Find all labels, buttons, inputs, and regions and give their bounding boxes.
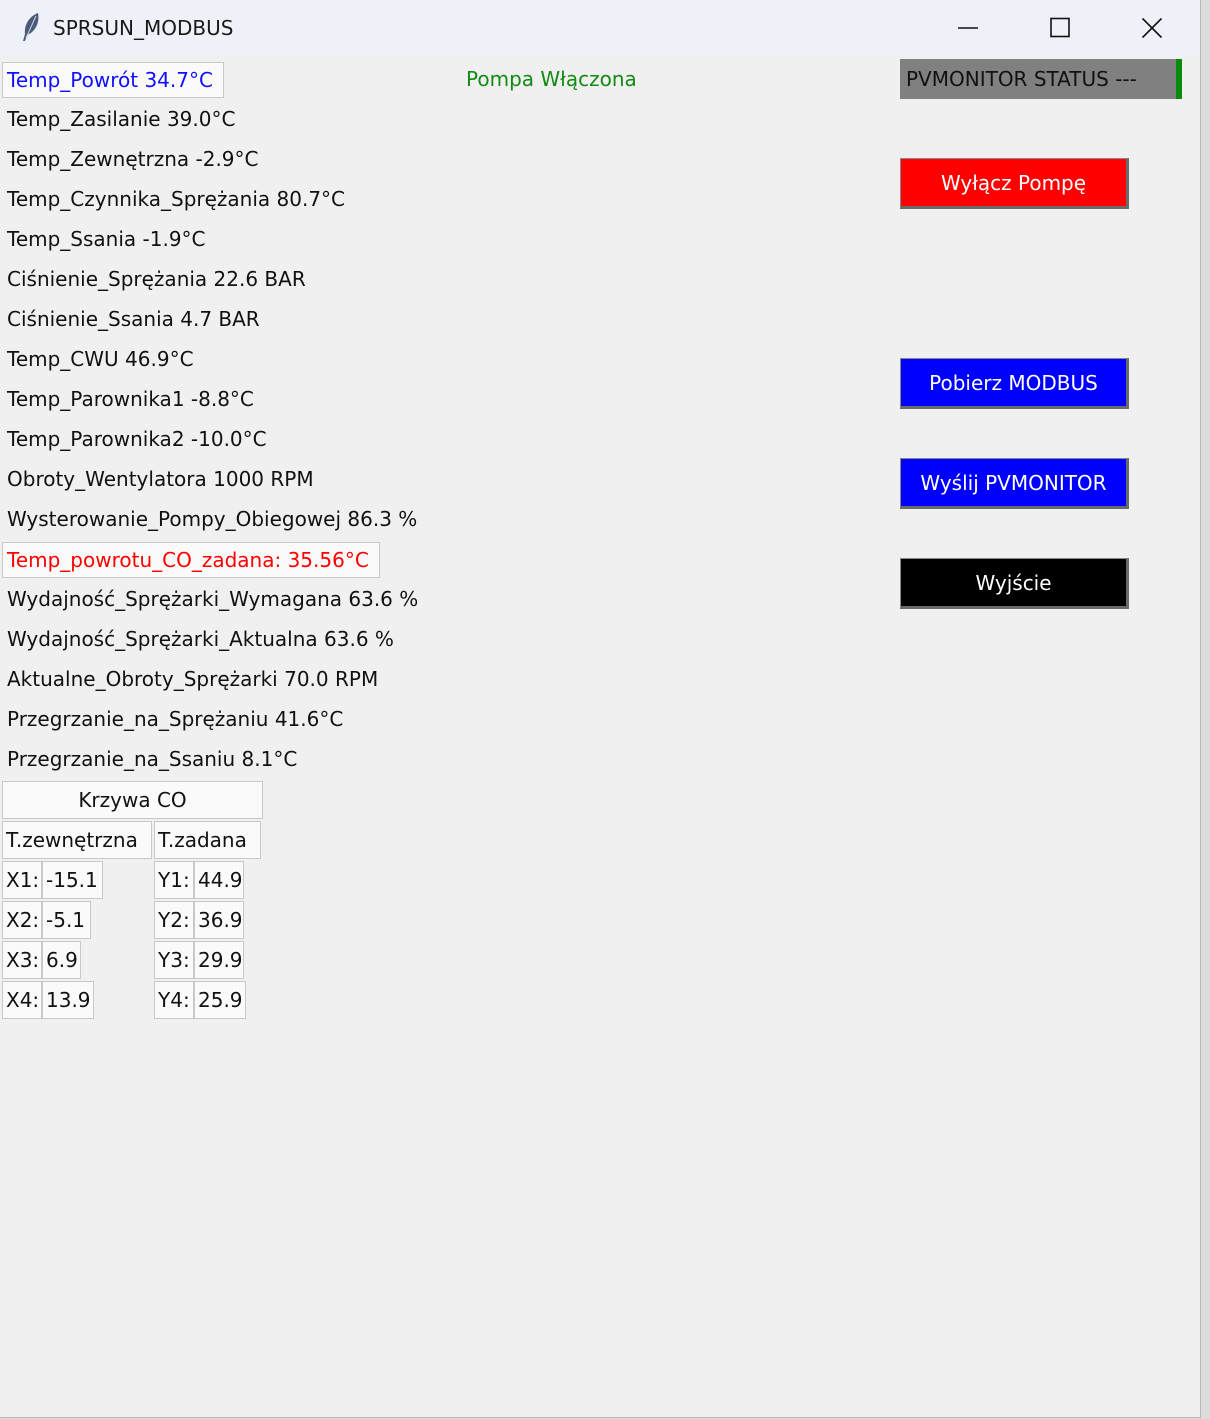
curve-x2-label: X2: bbox=[2, 901, 42, 939]
curve-x3-input[interactable]: 6.9 bbox=[42, 941, 81, 979]
reading-cisnienie-sprezania: Ciśnienie_Sprężania 22.6 BAR bbox=[7, 267, 306, 291]
reading-wysterowanie-pompy: Wysterowanie_Pompy_Obiegowej 86.3 % bbox=[7, 507, 418, 531]
curve-x1-label: X1: bbox=[2, 861, 42, 899]
curve-x1-input[interactable]: -15.1 bbox=[42, 861, 103, 899]
curve-y1-label: Y1: bbox=[154, 861, 194, 899]
curve-y4-label: Y4: bbox=[154, 981, 194, 1019]
curve-x3-label: X3: bbox=[2, 941, 42, 979]
send-pvmonitor-button[interactable]: Wyślij PVMONITOR bbox=[900, 458, 1129, 509]
reading-temp-czynnika: Temp_Czynnika_Sprężania 80.7°C bbox=[7, 187, 346, 211]
get-modbus-button[interactable]: Pobierz MODBUS bbox=[900, 358, 1129, 409]
close-icon bbox=[1141, 17, 1163, 39]
curve-y2-label: Y2: bbox=[154, 901, 194, 939]
curve-y-header: T.zadana bbox=[154, 821, 261, 859]
reading-wydajnosc-wymagana: Wydajność_Sprężarki_Wymagana 63.6 % bbox=[7, 587, 419, 611]
reading-temp-powrotu-zadana: Temp_powrotu_CO_zadana: 35.56°C bbox=[2, 542, 380, 578]
exit-button[interactable]: Wyjście bbox=[900, 558, 1129, 609]
minimize-button[interactable] bbox=[922, 0, 1014, 56]
reading-temp-cwu: Temp_CWU 46.9°C bbox=[7, 347, 194, 371]
pump-status-label: Pompa Włączona bbox=[466, 67, 637, 91]
reading-temp-powrot: Temp_Powrót 34.7°C bbox=[2, 62, 224, 98]
title-bar[interactable] bbox=[0, 0, 1200, 56]
reading-temp-ssania: Temp_Ssania -1.9°C bbox=[7, 227, 206, 251]
minimize-icon bbox=[957, 17, 979, 39]
close-button[interactable] bbox=[1106, 0, 1198, 56]
curve-y3-input[interactable]: 29.9 bbox=[194, 941, 244, 979]
pvmonitor-status: PVMONITOR STATUS --- bbox=[900, 59, 1176, 99]
curve-x4-input[interactable]: 13.9 bbox=[42, 981, 94, 1019]
curve-y1-input[interactable]: 44.9 bbox=[194, 861, 244, 899]
reading-cisnienie-ssania: Ciśnienie_Ssania 4.7 BAR bbox=[7, 307, 260, 331]
reading-temp-zewnetrzna: Temp_Zewnętrzna -2.9°C bbox=[7, 147, 259, 171]
reading-obroty-sprezarki: Aktualne_Obroty_Sprężarki 70.0 RPM bbox=[7, 667, 379, 691]
maximize-button[interactable] bbox=[1014, 0, 1106, 56]
reading-temp-parownika1: Temp_Parownika1 -8.8°C bbox=[7, 387, 254, 411]
maximize-icon bbox=[1049, 17, 1071, 39]
curve-x-header: T.zewnętrzna bbox=[2, 821, 152, 859]
reading-temp-parownika2: Temp_Parownika2 -10.0°C bbox=[7, 427, 267, 451]
reading-przegrzanie-ssanie: Przegrzanie_na_Ssaniu 8.1°C bbox=[7, 747, 298, 771]
curve-x4-label: X4: bbox=[2, 981, 42, 1019]
reading-obroty-wentylatora: Obroty_Wentylatora 1000 RPM bbox=[7, 467, 314, 491]
curve-title: Krzywa CO bbox=[2, 781, 263, 819]
pump-off-button[interactable]: Wyłącz Pompę bbox=[900, 158, 1129, 209]
curve-y4-input[interactable]: 25.9 bbox=[194, 981, 246, 1019]
feather-icon bbox=[20, 12, 42, 42]
curve-x2-input[interactable]: -5.1 bbox=[42, 901, 91, 939]
reading-wydajnosc-aktualna: Wydajność_Sprężarki_Aktualna 63.6 % bbox=[7, 627, 394, 651]
pvmonitor-status-indicator bbox=[1176, 59, 1182, 99]
reading-temp-zasilanie: Temp_Zasilanie 39.0°C bbox=[7, 107, 236, 131]
curve-y3-label: Y3: bbox=[154, 941, 194, 979]
reading-przegrzanie-sprezanie: Przegrzanie_na_Sprężaniu 41.6°C bbox=[7, 707, 344, 731]
curve-y2-input[interactable]: 36.9 bbox=[194, 901, 244, 939]
window-title: SPRSUN_MODBUS bbox=[53, 16, 234, 40]
